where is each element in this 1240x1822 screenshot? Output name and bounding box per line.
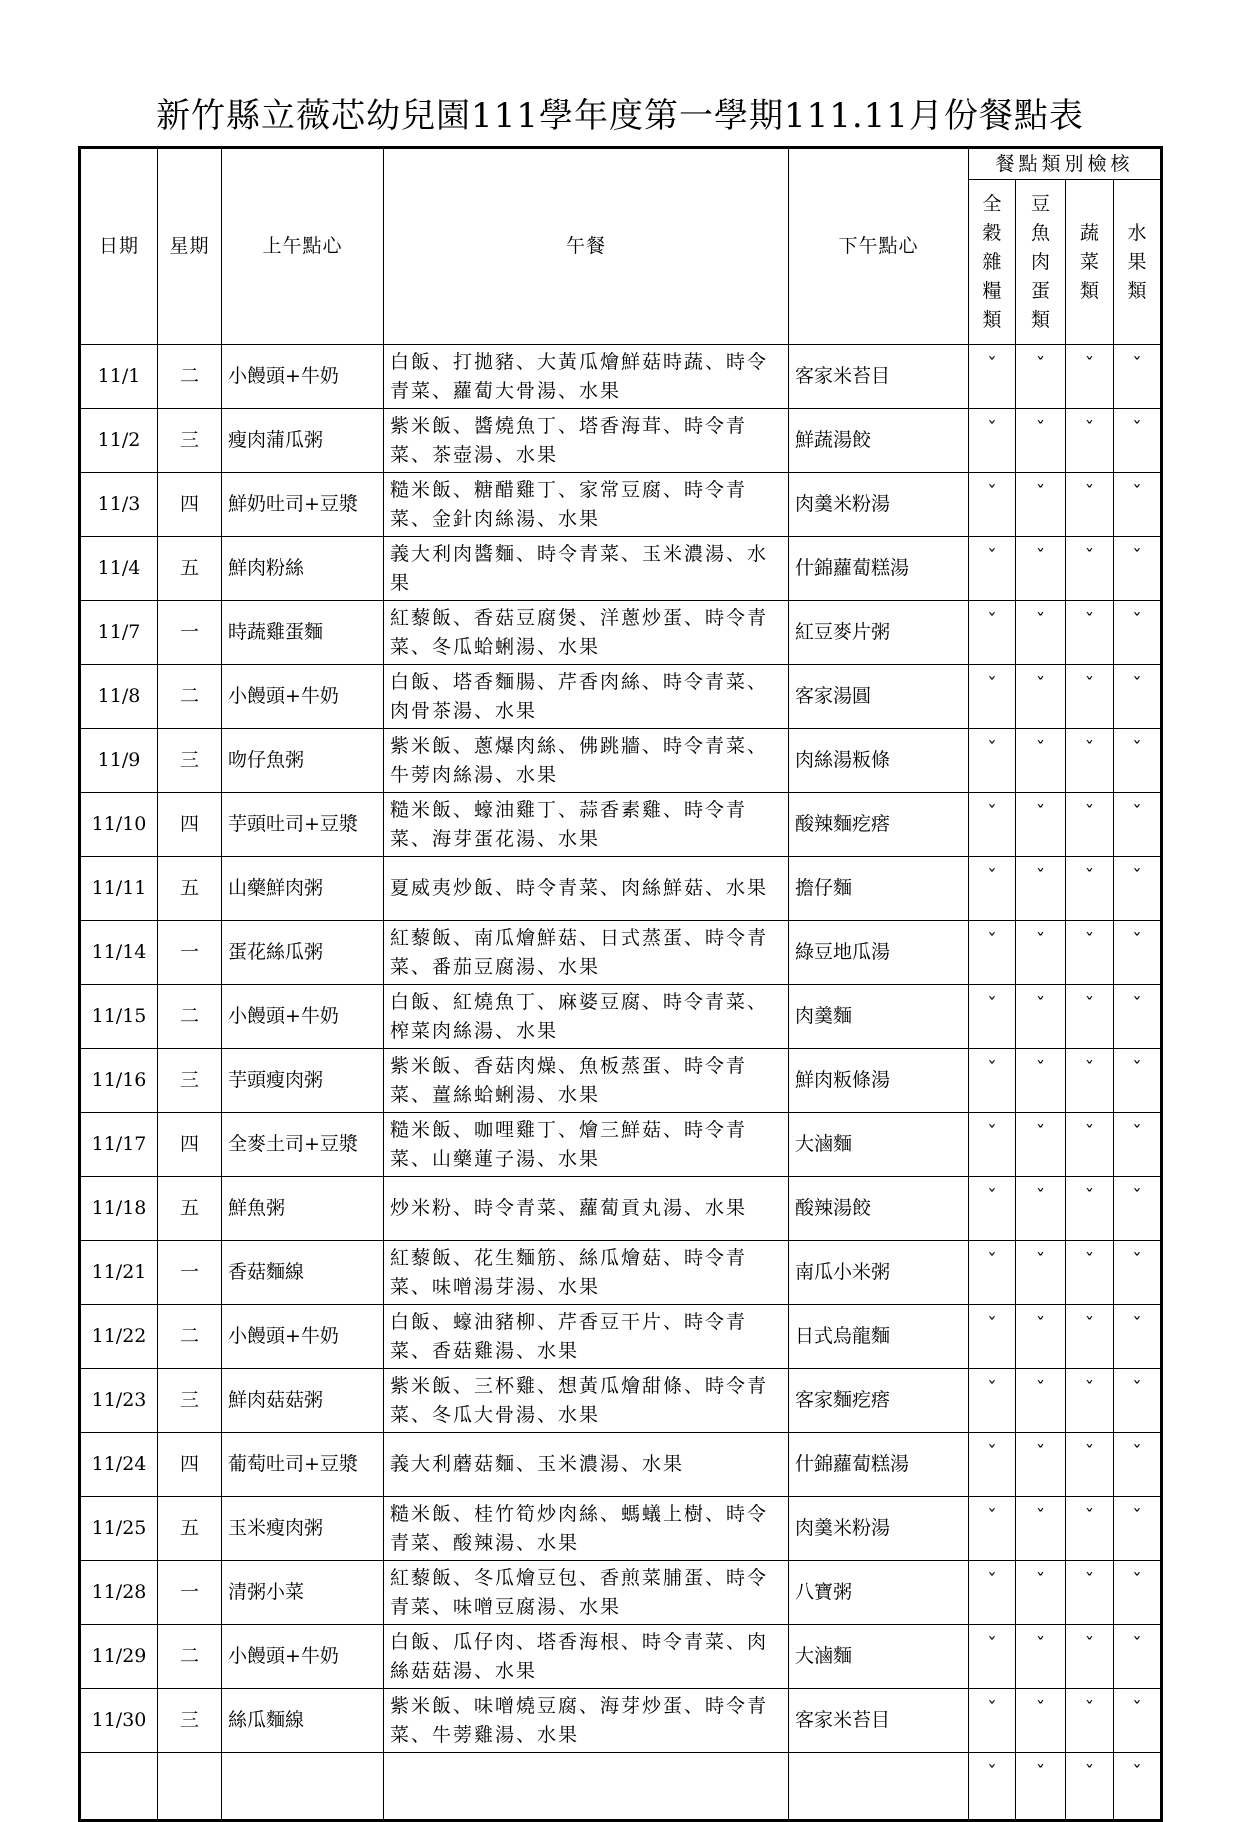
check-mark-cell: ˇ	[1016, 1305, 1066, 1369]
lunch-cell: 紫米飯、香菇肉燥、魚板蒸蛋、時令青菜、薑絲蛤蜊湯、水果	[384, 1049, 789, 1113]
check-mark-cell: ˇ	[1016, 1753, 1066, 1821]
check-mark-cell: ˇ	[1066, 1689, 1114, 1753]
am-snack-cell: 玉米瘦肉粥	[222, 1497, 384, 1561]
am-snack-cell: 山藥鮮肉粥	[222, 857, 384, 921]
table-row	[80, 1049, 1162, 1113]
am-snack-cell: 葡萄吐司+豆漿	[222, 1433, 384, 1497]
date-cell: 11/28	[80, 1561, 158, 1625]
lunch-cell: 夏威夷炒飯、時令青菜、肉絲鮮菇、水果	[384, 857, 789, 921]
check-mark-cell: ˇ	[1016, 1433, 1066, 1497]
check-mark-cell: ˇ	[1016, 473, 1066, 537]
table-row	[80, 537, 1162, 601]
pm-snack-cell: 酸辣湯餃	[789, 1177, 969, 1241]
check-mark-cell: ˇ	[969, 1689, 1016, 1753]
check-mark-cell: ˇ	[1016, 857, 1066, 921]
pm-snack-cell: 客家米苔目	[789, 1689, 969, 1753]
pm-snack-cell: 肉羹米粉湯	[789, 473, 969, 537]
check-mark-cell: ˇ	[1066, 1241, 1114, 1305]
check-mark-cell: ˇ	[1114, 1753, 1162, 1821]
lunch-cell: 紫米飯、三杯雞、想黃瓜燴甜條、時令青菜、冬瓜大骨湯、水果	[384, 1369, 789, 1433]
pm-snack-cell: 日式烏龍麵	[789, 1305, 969, 1369]
am-snack-cell: 瘦肉蒲瓜粥	[222, 409, 384, 473]
pm-snack-cell: 客家米苔目	[789, 345, 969, 409]
check-mark-cell: ˇ	[969, 1369, 1016, 1433]
check-mark-cell: ˇ	[1114, 1433, 1162, 1497]
lunch-cell: 紅藜飯、冬瓜燴豆包、香煎菜脯蛋、時令青菜、味噌豆腐湯、水果	[384, 1561, 789, 1625]
check-mark-cell: ˇ	[969, 537, 1016, 601]
lunch-cell: 紫米飯、味噌燒豆腐、海芽炒蛋、時令青菜、牛蒡雞湯、水果	[384, 1689, 789, 1753]
check-mark-cell: ˇ	[969, 921, 1016, 985]
check-mark-cell: ˇ	[1114, 601, 1162, 665]
lunch-cell: 白飯、打拋豬、大黃瓜燴鮮菇時蔬、時令青菜、蘿蔔大骨湯、水果	[384, 345, 789, 409]
pm-snack-cell: 什錦蘿蔔糕湯	[789, 537, 969, 601]
check-mark-cell: ˇ	[1066, 1497, 1114, 1561]
check-mark-cell: ˇ	[1114, 1369, 1162, 1433]
header-char: 蔬	[1079, 221, 1099, 244]
header-check-grains	[969, 180, 1016, 345]
table-row	[80, 1369, 1162, 1433]
check-mark-cell: ˇ	[1016, 1369, 1066, 1433]
table-row	[80, 1305, 1162, 1369]
table-row	[80, 1497, 1162, 1561]
table-row	[80, 857, 1162, 921]
check-mark-cell: ˇ	[1114, 793, 1162, 857]
weekday-cell: 二	[158, 345, 222, 409]
check-mark-cell: ˇ	[1114, 985, 1162, 1049]
weekday-cell: 三	[158, 1689, 222, 1753]
check-mark-cell: ˇ	[969, 409, 1016, 473]
table-row	[80, 1241, 1162, 1305]
header-char: 類	[1079, 279, 1099, 302]
lunch-cell: 義大利肉醬麵、時令青菜、玉米濃湯、水果	[384, 537, 789, 601]
lunch-cell: 紫米飯、蔥爆肉絲、佛跳牆、時令青菜、牛蒡肉絲湯、水果	[384, 729, 789, 793]
check-mark-cell: ˇ	[1066, 793, 1114, 857]
date-cell: 11/1	[80, 345, 158, 409]
check-mark-cell: ˇ	[969, 1241, 1016, 1305]
lunch-cell: 糙米飯、蠔油雞丁、蒜香素雞、時令青菜、海芽蛋花湯、水果	[384, 793, 789, 857]
check-mark-cell: ˇ	[1016, 1241, 1066, 1305]
am-snack-cell: 小饅頭+牛奶	[222, 1625, 384, 1689]
check-mark-cell: ˇ	[969, 1305, 1016, 1369]
lunch-cell: 紅藜飯、花生麵筋、絲瓜燴菇、時令青菜、味噌湯芽湯、水果	[384, 1241, 789, 1305]
am-snack-cell: 鮮肉粉絲	[222, 537, 384, 601]
am-snack-cell: 鮮奶吐司+豆漿	[222, 473, 384, 537]
weekday-cell: 一	[158, 601, 222, 665]
pm-snack-cell: 客家麵疙瘩	[789, 1369, 969, 1433]
check-mark-cell: ˇ	[969, 1113, 1016, 1177]
lunch-cell: 紅藜飯、南瓜燴鮮菇、日式蒸蛋、時令青菜、番茄豆腐湯、水果	[384, 921, 789, 985]
lunch-cell: 義大利蘑菇麵、玉米濃湯、水果	[384, 1433, 789, 1497]
check-mark-cell: ˇ	[1016, 409, 1066, 473]
weekday-cell: 一	[158, 1241, 222, 1305]
header-am-snack: 上午點心	[222, 148, 384, 345]
date-cell: 11/3	[80, 473, 158, 537]
check-mark-cell: ˇ	[1066, 537, 1114, 601]
am-snack-cell: 清粥小菜	[222, 1561, 384, 1625]
pm-snack-cell: 大滷麵	[789, 1113, 969, 1177]
check-mark-cell: ˇ	[1114, 1625, 1162, 1689]
header-char: 穀	[982, 221, 1002, 244]
date-cell: 11/9	[80, 729, 158, 793]
date-cell: 11/23	[80, 1369, 158, 1433]
check-mark-cell: ˇ	[969, 473, 1016, 537]
table-row	[80, 1113, 1162, 1177]
check-mark-cell: ˇ	[1066, 345, 1114, 409]
weekday-cell: 一	[158, 1561, 222, 1625]
pm-snack-cell: 肉羹麵	[789, 985, 969, 1049]
table-row	[80, 345, 1162, 409]
check-mark-cell: ˇ	[1016, 921, 1066, 985]
check-mark-cell: ˇ	[1016, 537, 1066, 601]
check-mark-cell: ˇ	[969, 1177, 1016, 1241]
weekday-cell: 三	[158, 1049, 222, 1113]
table-row	[80, 1177, 1162, 1241]
check-mark-cell: ˇ	[1016, 345, 1066, 409]
check-mark-cell: ˇ	[1066, 409, 1114, 473]
weekday-cell: 五	[158, 537, 222, 601]
header-char: 蛋	[1030, 279, 1050, 302]
check-mark-cell: ˇ	[969, 1625, 1016, 1689]
check-mark-cell: ˇ	[969, 857, 1016, 921]
check-mark-cell: ˇ	[1114, 1113, 1162, 1177]
check-mark-cell: ˇ	[969, 665, 1016, 729]
header-char: 豆	[1030, 192, 1050, 215]
pm-snack-cell: 什錦蘿蔔糕湯	[789, 1433, 969, 1497]
page-title: 新竹縣立薇芯幼兒園111學年度第一學期111.11月份餐點表	[156, 96, 1084, 136]
weekday-cell: 三	[158, 409, 222, 473]
date-cell: 11/4	[80, 537, 158, 601]
weekday-cell: 四	[158, 793, 222, 857]
date-cell: 11/21	[80, 1241, 158, 1305]
check-mark-cell: ˇ	[1066, 1369, 1114, 1433]
check-mark-cell: ˇ	[1066, 985, 1114, 1049]
check-mark-cell: ˇ	[1114, 1241, 1162, 1305]
pm-snack-cell: 肉絲湯粄條	[789, 729, 969, 793]
lunch-cell: 糙米飯、桂竹筍炒肉絲、螞蟻上樹、時令青菜、酸辣湯、水果	[384, 1497, 789, 1561]
check-mark-cell: ˇ	[1016, 1497, 1066, 1561]
check-mark-cell: ˇ	[969, 1753, 1016, 1821]
check-mark-cell: ˇ	[1066, 857, 1114, 921]
lunch-cell: 炒米粉、時令青菜、蘿蔔貢丸湯、水果	[384, 1177, 789, 1241]
table-row	[80, 921, 1162, 985]
check-mark-cell: ˇ	[1066, 1625, 1114, 1689]
header-char: 類	[1030, 308, 1050, 331]
pm-snack-cell: 紅豆麥片粥	[789, 601, 969, 665]
header-char: 糧	[982, 279, 1002, 302]
check-mark-cell: ˇ	[1066, 473, 1114, 537]
check-mark-cell: ˇ	[1066, 1433, 1114, 1497]
pm-snack-cell	[789, 1753, 969, 1821]
check-mark-cell: ˇ	[969, 729, 1016, 793]
header-char: 果	[1127, 250, 1147, 273]
header-check-fruit	[1114, 180, 1162, 345]
date-cell: 11/18	[80, 1177, 158, 1241]
header-char: 類	[1127, 279, 1147, 302]
am-snack-cell	[222, 1753, 384, 1821]
check-mark-cell: ˇ	[1066, 921, 1114, 985]
check-mark-cell: ˇ	[1114, 537, 1162, 601]
check-mark-cell: ˇ	[1066, 729, 1114, 793]
lunch-cell: 白飯、瓜仔肉、塔香海根、時令青菜、肉絲菇菇湯、水果	[384, 1625, 789, 1689]
am-snack-cell: 吻仔魚粥	[222, 729, 384, 793]
date-cell: 11/17	[80, 1113, 158, 1177]
pm-snack-cell: 鮮蔬湯餃	[789, 409, 969, 473]
date-cell: 11/25	[80, 1497, 158, 1561]
header-char: 雜	[982, 250, 1002, 273]
table-row	[80, 665, 1162, 729]
date-cell: 11/14	[80, 921, 158, 985]
header-char: 全	[982, 192, 1002, 215]
date-cell: 11/10	[80, 793, 158, 857]
header-char: 水	[1127, 221, 1147, 244]
am-snack-cell: 小饅頭+牛奶	[222, 985, 384, 1049]
check-mark-cell: ˇ	[1016, 1113, 1066, 1177]
header-check-protein	[1016, 180, 1066, 345]
header-lunch: 午餐	[384, 148, 789, 345]
am-snack-cell: 小饅頭+牛奶	[222, 1305, 384, 1369]
header-check-group: 餐點類別檢核	[969, 148, 1162, 180]
table-row	[80, 985, 1162, 1049]
am-snack-cell: 蛋花絲瓜粥	[222, 921, 384, 985]
lunch-cell: 紅藜飯、香菇豆腐煲、洋蔥炒蛋、時令青菜、冬瓜蛤蜊湯、水果	[384, 601, 789, 665]
check-mark-cell: ˇ	[1114, 857, 1162, 921]
am-snack-cell: 鮮肉菇菇粥	[222, 1369, 384, 1433]
table-row	[80, 409, 1162, 473]
check-mark-cell: ˇ	[1114, 1689, 1162, 1753]
am-snack-cell: 全麥土司+豆漿	[222, 1113, 384, 1177]
check-mark-cell: ˇ	[1066, 601, 1114, 665]
pm-snack-cell: 大滷麵	[789, 1625, 969, 1689]
lunch-cell: 白飯、塔香麵腸、芹香肉絲、時令青菜、肉骨茶湯、水果	[384, 665, 789, 729]
table-row	[80, 1433, 1162, 1497]
check-mark-cell: ˇ	[1114, 665, 1162, 729]
check-mark-cell: ˇ	[1066, 1561, 1114, 1625]
check-mark-cell: ˇ	[1114, 1177, 1162, 1241]
lunch-cell	[384, 1753, 789, 1821]
header-char: 魚	[1030, 221, 1050, 244]
check-mark-cell: ˇ	[969, 601, 1016, 665]
weekday-cell: 二	[158, 1625, 222, 1689]
check-mark-cell: ˇ	[1016, 1625, 1066, 1689]
weekday-cell: 五	[158, 1497, 222, 1561]
check-mark-cell: ˇ	[1066, 1305, 1114, 1369]
pm-snack-cell: 肉羹米粉湯	[789, 1497, 969, 1561]
check-mark-cell: ˇ	[969, 345, 1016, 409]
check-mark-cell: ˇ	[1066, 1113, 1114, 1177]
pm-snack-cell: 南瓜小米粥	[789, 1241, 969, 1305]
table-row	[80, 1625, 1162, 1689]
check-mark-cell: ˇ	[1016, 665, 1066, 729]
check-mark-cell: ˇ	[1016, 729, 1066, 793]
header-weekday: 星期	[158, 148, 222, 345]
weekday-cell: 二	[158, 985, 222, 1049]
date-cell: 11/16	[80, 1049, 158, 1113]
lunch-cell: 紫米飯、醬燒魚丁、塔香海茸、時令青菜、茶壺湯、水果	[384, 409, 789, 473]
check-mark-cell: ˇ	[1114, 729, 1162, 793]
weekday-cell: 五	[158, 1177, 222, 1241]
check-mark-cell: ˇ	[969, 1561, 1016, 1625]
am-snack-cell: 香菇麵線	[222, 1241, 384, 1305]
lunch-cell: 白飯、蠔油豬柳、芹香豆干片、時令青菜、香菇雞湯、水果	[384, 1305, 789, 1369]
header-pm-snack: 下午點心	[789, 148, 969, 345]
check-mark-cell: ˇ	[1114, 1561, 1162, 1625]
check-mark-cell: ˇ	[1016, 1689, 1066, 1753]
check-mark-cell: ˇ	[969, 1049, 1016, 1113]
check-mark-cell: ˇ	[1016, 1049, 1066, 1113]
check-mark-cell: ˇ	[1114, 473, 1162, 537]
am-snack-cell: 小饅頭+牛奶	[222, 665, 384, 729]
am-snack-cell: 芋頭瘦肉粥	[222, 1049, 384, 1113]
lunch-cell: 白飯、紅燒魚丁、麻婆豆腐、時令青菜、榨菜肉絲湯、水果	[384, 985, 789, 1049]
lunch-cell: 糙米飯、咖哩雞丁、燴三鮮菇、時令青菜、山藥蓮子湯、水果	[384, 1113, 789, 1177]
table-row	[80, 729, 1162, 793]
check-mark-cell: ˇ	[1066, 1177, 1114, 1241]
weekday-cell: 四	[158, 473, 222, 537]
date-cell: 11/2	[80, 409, 158, 473]
table-row	[80, 793, 1162, 857]
menu-table	[78, 146, 1163, 1822]
lunch-cell: 糙米飯、糖醋雞丁、家常豆腐、時令青菜、金針肉絲湯、水果	[384, 473, 789, 537]
table-row	[80, 473, 1162, 537]
date-cell: 11/29	[80, 1625, 158, 1689]
table-row	[80, 1753, 1162, 1821]
header-date: 日期	[80, 148, 158, 345]
pm-snack-cell: 酸辣麵疙瘩	[789, 793, 969, 857]
check-mark-cell: ˇ	[969, 793, 1016, 857]
am-snack-cell: 小饅頭+牛奶	[222, 345, 384, 409]
header-check-vegetables	[1066, 180, 1114, 345]
table-row	[80, 1561, 1162, 1625]
check-mark-cell: ˇ	[1114, 921, 1162, 985]
check-mark-cell: ˇ	[1066, 665, 1114, 729]
check-mark-cell: ˇ	[1114, 345, 1162, 409]
weekday-cell: 一	[158, 921, 222, 985]
date-cell: 11/11	[80, 857, 158, 921]
check-mark-cell: ˇ	[969, 1433, 1016, 1497]
am-snack-cell: 芋頭吐司+豆漿	[222, 793, 384, 857]
check-mark-cell: ˇ	[1016, 793, 1066, 857]
am-snack-cell: 絲瓜麵線	[222, 1689, 384, 1753]
check-mark-cell: ˇ	[969, 985, 1016, 1049]
weekday-cell: 四	[158, 1113, 222, 1177]
header-char: 菜	[1079, 250, 1099, 273]
pm-snack-cell: 綠豆地瓜湯	[789, 921, 969, 985]
date-cell: 11/15	[80, 985, 158, 1049]
date-cell: 11/22	[80, 1305, 158, 1369]
pm-snack-cell: 鮮肉粄條湯	[789, 1049, 969, 1113]
weekday-cell: 三	[158, 729, 222, 793]
check-mark-cell: ˇ	[1114, 409, 1162, 473]
check-mark-cell: ˇ	[1066, 1049, 1114, 1113]
am-snack-cell: 時蔬雞蛋麵	[222, 601, 384, 665]
check-mark-cell: ˇ	[1114, 1049, 1162, 1113]
table-row	[80, 601, 1162, 665]
date-cell: 11/8	[80, 665, 158, 729]
date-cell: 11/30	[80, 1689, 158, 1753]
pm-snack-cell: 八寶粥	[789, 1561, 969, 1625]
am-snack-cell: 鮮魚粥	[222, 1177, 384, 1241]
pm-snack-cell: 擔仔麵	[789, 857, 969, 921]
check-mark-cell: ˇ	[969, 1497, 1016, 1561]
table-row	[80, 1689, 1162, 1753]
check-mark-cell: ˇ	[1016, 1177, 1066, 1241]
check-mark-cell: ˇ	[1066, 1753, 1114, 1821]
weekday-cell: 五	[158, 857, 222, 921]
weekday-cell: 三	[158, 1369, 222, 1433]
weekday-cell: 二	[158, 1305, 222, 1369]
date-cell	[80, 1753, 158, 1821]
header-char: 肉	[1030, 250, 1050, 273]
weekday-cell	[158, 1753, 222, 1821]
check-mark-cell: ˇ	[1016, 985, 1066, 1049]
weekday-cell: 四	[158, 1433, 222, 1497]
date-cell: 11/7	[80, 601, 158, 665]
check-mark-cell: ˇ	[1016, 601, 1066, 665]
header-char: 類	[982, 308, 1002, 331]
date-cell: 11/24	[80, 1433, 158, 1497]
check-mark-cell: ˇ	[1016, 1561, 1066, 1625]
weekday-cell: 二	[158, 665, 222, 729]
check-mark-cell: ˇ	[1114, 1497, 1162, 1561]
pm-snack-cell: 客家湯圓	[789, 665, 969, 729]
check-mark-cell: ˇ	[1114, 1305, 1162, 1369]
